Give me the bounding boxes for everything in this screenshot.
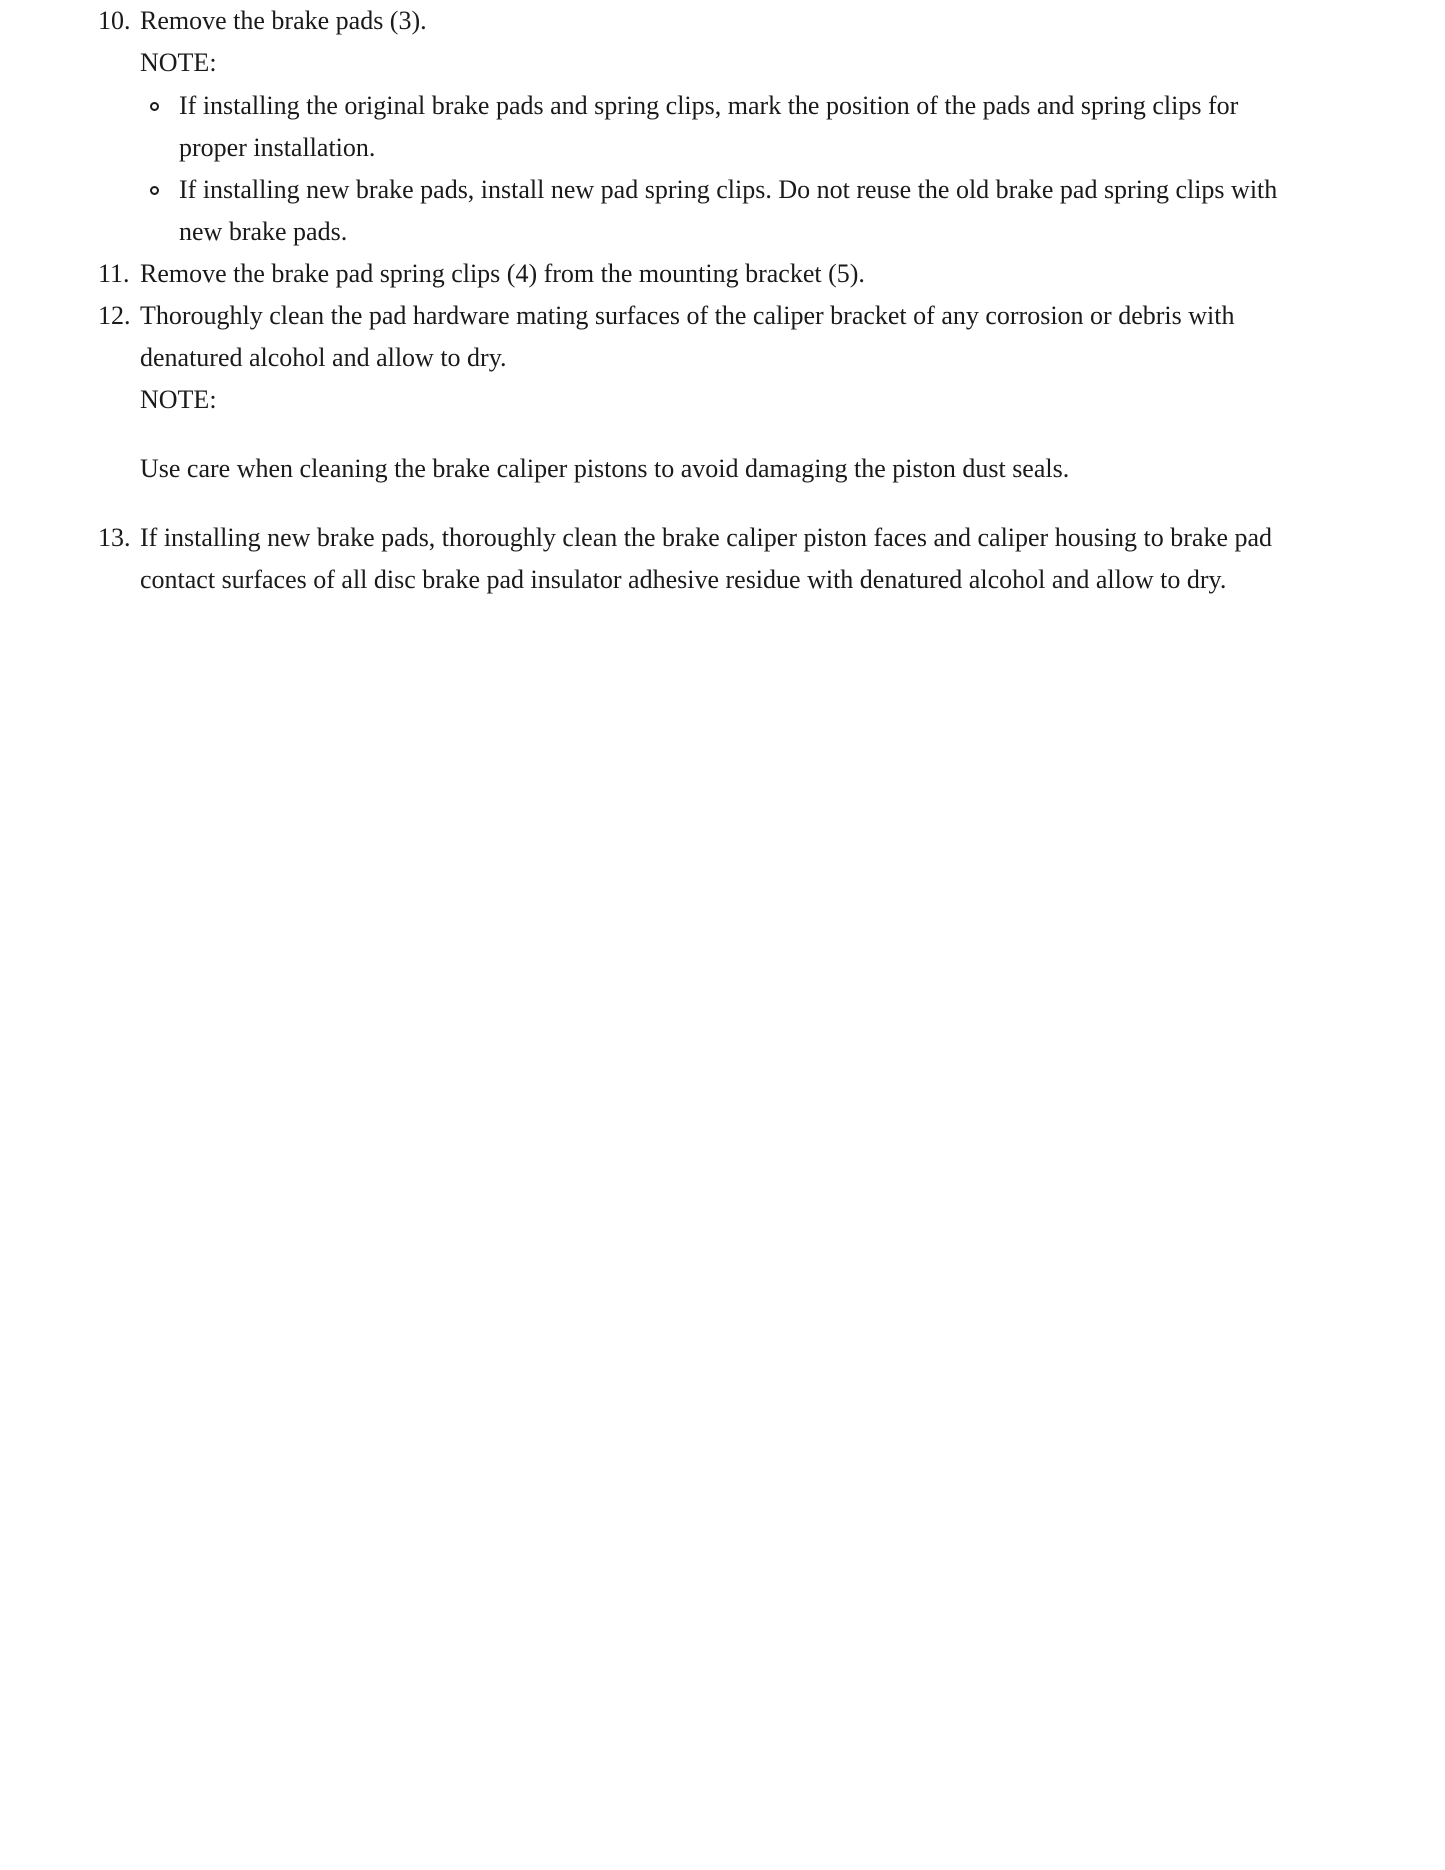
note-label: NOTE: <box>140 385 217 414</box>
step-number: 13. <box>98 523 131 552</box>
bullet-text: If installing new brake pads, install new pad spring clips. Do not reuse the old brake pad spring clips with <box>179 175 1278 204</box>
hollow-bullet-icon <box>150 186 159 195</box>
note-label: NOTE: <box>140 48 217 77</box>
note-text: Use care when cleaning the brake caliper pistons to avoid damaging the piston dust seals. <box>140 454 1070 483</box>
step-text-continued: contact surfaces of all disc brake pad insulator adhesive residue with denatured alcohol and allow to dry. <box>140 565 1227 594</box>
step-number: 12. <box>98 301 131 330</box>
step-text-continued: denatured alcohol and allow to dry. <box>140 343 507 372</box>
step-text: Thoroughly clean the pad hardware mating surfaces of the caliper bracket of any corrosion or debris with <box>140 301 1235 330</box>
hollow-bullet-icon <box>150 102 159 111</box>
step-text: Remove the brake pads (3). <box>140 6 427 35</box>
bullet-text-continued: proper installation. <box>179 133 376 162</box>
step-number: 11. <box>98 259 130 288</box>
step-text: Remove the brake pad spring clips (4) from the mounting bracket (5). <box>140 259 865 288</box>
bullet-text-continued: new brake pads. <box>179 217 348 246</box>
bullet-text: If installing the original brake pads and spring clips, mark the position of the pads and spring clips for <box>179 91 1239 120</box>
step-text: If installing new brake pads, thoroughly clean the brake caliper piston faces and caliper housing to brake pad <box>140 523 1273 552</box>
step-number: 10. <box>98 6 131 35</box>
